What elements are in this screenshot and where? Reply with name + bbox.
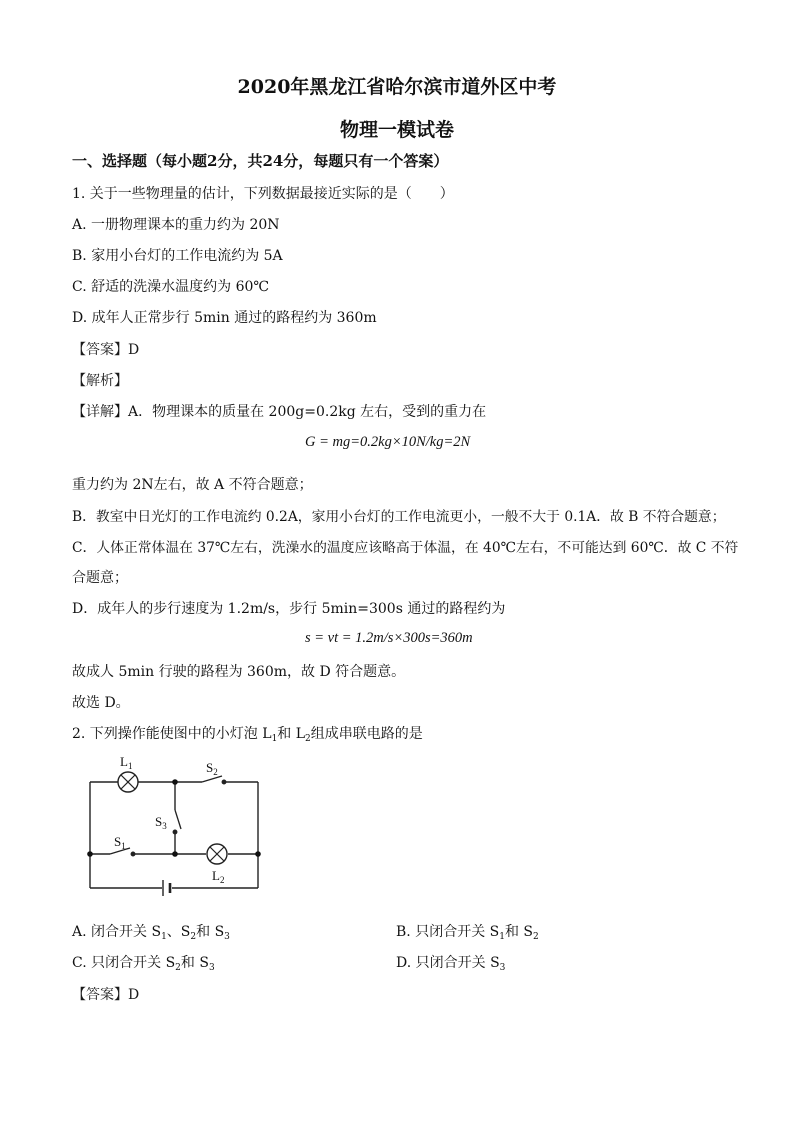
q1-line-c1: C．人体正常体温在 37℃左右，洗澡水的温度应该略高于体温，在 40℃左右，不可能达到 60℃．故 C 不符 xyxy=(72,540,739,556)
q1-answer: 【答案】D xyxy=(72,342,140,358)
q1-choose: 故选 D。 xyxy=(72,695,130,711)
lamp-l2-icon xyxy=(207,844,227,864)
q1-line-b: B．教室中日光灯的工作电流约 0.2A，家用小台灯的工作电流更小，一般不大于 0.1A．故 B 不符合题意； xyxy=(72,509,726,525)
q2-option-c: C. 只闭合开关 $S_2$和 $S_3$ xyxy=(72,955,215,973)
switch-s3-icon xyxy=(173,810,181,834)
q1-line-c2: 合题意； xyxy=(72,570,128,586)
q1-line-a: 重力约为 2N左右，故 A 不符合题意； xyxy=(72,477,313,493)
q2-option-a: A. 闭合开关 $S_1$、$S_2$和 $S_3$ xyxy=(72,924,230,942)
q1-line-d: D．成年人的步行速度为 1.2m/s，步行 5min=300s 通过的路程约为 xyxy=(72,601,506,617)
q2-stem: 2. 下列操作能使图中的小灯泡 $L_1$和 $L_2$组成串联电路的是 xyxy=(72,726,423,744)
q1-option-c: C. 舒适的洗澡水温度约为 60℃ xyxy=(72,279,270,295)
q1-stem: 1. 关于一些物理量的估计，下列数据最接近实际的是（ ） xyxy=(72,186,454,202)
switch-s2-icon xyxy=(202,776,226,784)
q1-option-a: A. 一册物理课本的重力约为 20N xyxy=(72,217,280,233)
exam-subtitle: 物理一模试卷 xyxy=(339,119,454,141)
q2-answer: 【答案】D xyxy=(72,987,140,1003)
q1-option-b: B. 家用小台灯的工作电流约为 5A xyxy=(72,248,283,264)
q2-option-d: D. 只闭合开关 $S_3$ xyxy=(396,955,506,973)
q2-option-b: B. 只闭合开关 $S_1$和 $S_2$ xyxy=(396,924,539,942)
q1-option-d: D. 成年人正常步行 5min 通过的路程约为 360m xyxy=(72,310,377,326)
formula-distance: s = vt = 1.2m/s×300s=360m xyxy=(305,630,473,646)
lamp-l1-icon xyxy=(118,772,138,792)
label-s2: $S_2$ xyxy=(206,760,218,777)
formula-gravity: G = mg=0.2kg×10N/kg=2N xyxy=(305,434,471,450)
section-heading: 一、选择题（每小题2分，共24分，每题只有一个答案） xyxy=(72,152,449,170)
circuit-diagram xyxy=(80,752,280,902)
q1-detail-intro: 【详解】A．物理课本的质量在 200g=0.2kg 左右，受到的重力在 xyxy=(72,404,487,420)
exam-title: 2020年黑龙江省哈尔滨市道外区中考 xyxy=(237,76,557,98)
q1-analysis-tag: 【解析】 xyxy=(72,373,128,389)
label-l1: $L_1$ xyxy=(120,754,133,771)
q1-line-d2: 故成人 5min 行驶的路程为 360m，故 D 符合题意。 xyxy=(72,664,406,680)
label-l2: $L_2$ xyxy=(212,868,225,885)
label-s3: $S_3$ xyxy=(155,814,167,831)
label-s1: $S_1$ xyxy=(114,834,126,851)
battery-icon xyxy=(163,880,170,896)
